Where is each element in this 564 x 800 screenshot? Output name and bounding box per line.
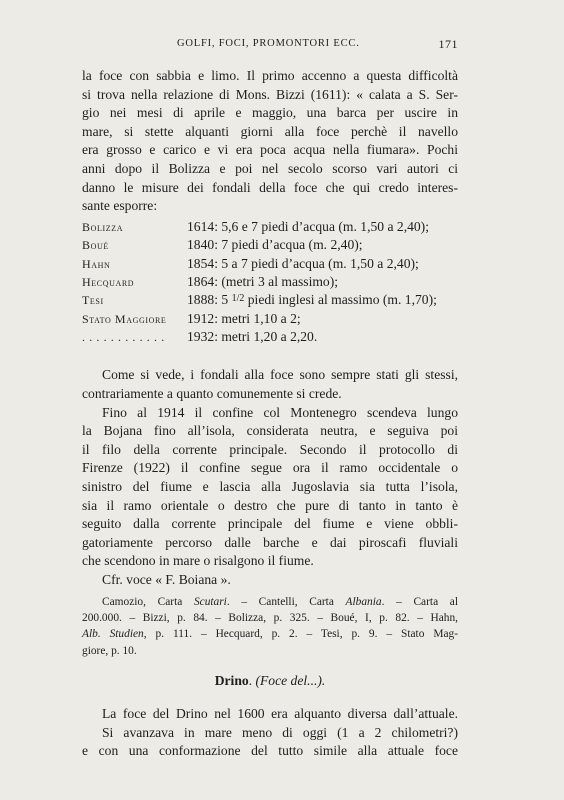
text-line: che scendono in mare o risalgono il fiume. (82, 553, 314, 569)
text-line: sia il ramo orientale o destro che pure di tanto in tanto è (82, 497, 458, 513)
bibliography-references (82, 594, 458, 660)
text-line: la Bojana fino all’isola, considerata neutra, e seguiva poi (82, 423, 458, 439)
author-cell: Tesi (82, 293, 104, 308)
running-title: GOLFI, FOCI, PROMONTORI ECC. (177, 38, 360, 49)
paragraph-conclusion (82, 366, 458, 403)
author-cell: Bolizza (82, 219, 124, 234)
measurement-cell: 1912: metri 1,10 a 2; (187, 310, 301, 326)
text-line: mare, si stette alquanti giorni alla foce perchè il navello (82, 123, 458, 139)
author-cell: Stato Maggiore (82, 311, 167, 326)
text-line: danno le misure dei fondali della foce che qui credo interes- (82, 179, 458, 195)
table-row (82, 237, 458, 255)
measurement-cell: 1864: (metri 3 al massimo); (187, 273, 339, 289)
author-cell: Boué (82, 238, 109, 253)
table-row (82, 329, 458, 347)
section-subtitle: (Foce del...). (255, 673, 326, 689)
author-cell: Hahn (82, 256, 111, 271)
paragraph-border (82, 404, 458, 571)
table-row (82, 292, 458, 310)
reference-line: Camozio, Carta Scutari. – Cantelli, Carta Albania. – Carta al (102, 595, 458, 608)
section-title: Drino (214, 673, 249, 689)
measurement-cell: 1932: metri 1,20 a 2,20. (187, 329, 318, 345)
text-line: Fino al 1914 il confine col Montenegro scendeva lungo (102, 404, 458, 420)
text-line: Come si vede, i fondali alla foce sono sempre stati gli stessi, (102, 367, 458, 383)
text-line: e con una conformazione del tutto simile alla attuale foce (82, 743, 458, 759)
measurement-cell: 1854: 5 a 7 piedi d’acqua (m. 1,50 a 2,40); (187, 255, 419, 271)
reference-line: giore, p. 10. (82, 644, 137, 657)
measurement-cell (187, 292, 458, 310)
table-row (82, 311, 458, 329)
text-line: il filo della corrente principale. Secondo il protocollo di (82, 441, 458, 457)
paragraph-drino (82, 705, 458, 761)
fraction: 1/2 (231, 293, 245, 305)
paragraph-intro (82, 67, 458, 216)
text-line: la foce con sabbia e limo. Il primo accenno a questa difficoltà (82, 68, 458, 83)
page-number: 171 (438, 37, 458, 51)
measurement-text: 1888: 5 (187, 292, 232, 308)
text-line: sante esporre: (82, 198, 158, 214)
page-body (82, 67, 458, 761)
table-row (82, 256, 458, 274)
text-line: Cfr. voce « F. Boiana ». (102, 572, 231, 588)
reference-line: 200.000. – Bizzi, p. 84. – Bolizza, p. 325. – Boué, I, p. 82. – Hahn, (82, 612, 458, 625)
text-line: contrariamente a quanto comunemente si crede. (82, 386, 342, 402)
measurement-cell: 1614: 5,6 e 7 piedi d’acqua (m. 1,50 a 2,40); (187, 218, 429, 234)
text-line: Firenze (1922) il confine segue ora il ramo occidentale o (82, 460, 458, 476)
text-line: gio nei mesi di aprile e maggio, una barca per uscire in (82, 105, 458, 121)
reference-line: Alb. Studien, p. 111. – Hecquard, p. 2. – Tesi, p. 9. – Stato Mag- (82, 628, 458, 641)
section-heading (82, 673, 458, 693)
paragraph-crossref (82, 571, 458, 590)
measurement-cell: 1840: 7 piedi d’acqua (m. 2,40); (187, 237, 363, 253)
text-line: sinistro del fiume e lascia alla Jugoslavia sia tutta l’isola, (82, 479, 458, 495)
text-line: si trova nella relazione di Mons. Bizzi (1611): « calata a S. Ser- (82, 86, 458, 102)
text-line: La foce del Drino nel 1600 era alquanto diversa dall’attuale. (102, 706, 458, 722)
text-line: era grosso e carico e vi era poca acqua nella fiumara». Pochi (82, 142, 458, 158)
text-line: Si avanzava in mare meno di oggi (1 a 2 chilometri?) (102, 724, 458, 740)
author-cell: Hecquard (82, 274, 135, 289)
depth-measurements-table (82, 219, 458, 348)
text-line: anni dopo il Bolizza e poi nel secolo scorso vari autori ci (82, 160, 458, 176)
section-separator: . (248, 673, 256, 689)
table-row (82, 219, 458, 237)
author-cell: . . . . . . . . . . . . (82, 330, 165, 345)
text-line: seguito dalla corrente principale del fiume e viene obbli- (82, 516, 458, 532)
measurement-text: piedi inglesi al massimo (m. 1,70); (244, 292, 437, 308)
text-line: gatoriamente percorso dalle barche e dai piroscafi fluviali (82, 534, 458, 550)
table-row (82, 274, 458, 292)
